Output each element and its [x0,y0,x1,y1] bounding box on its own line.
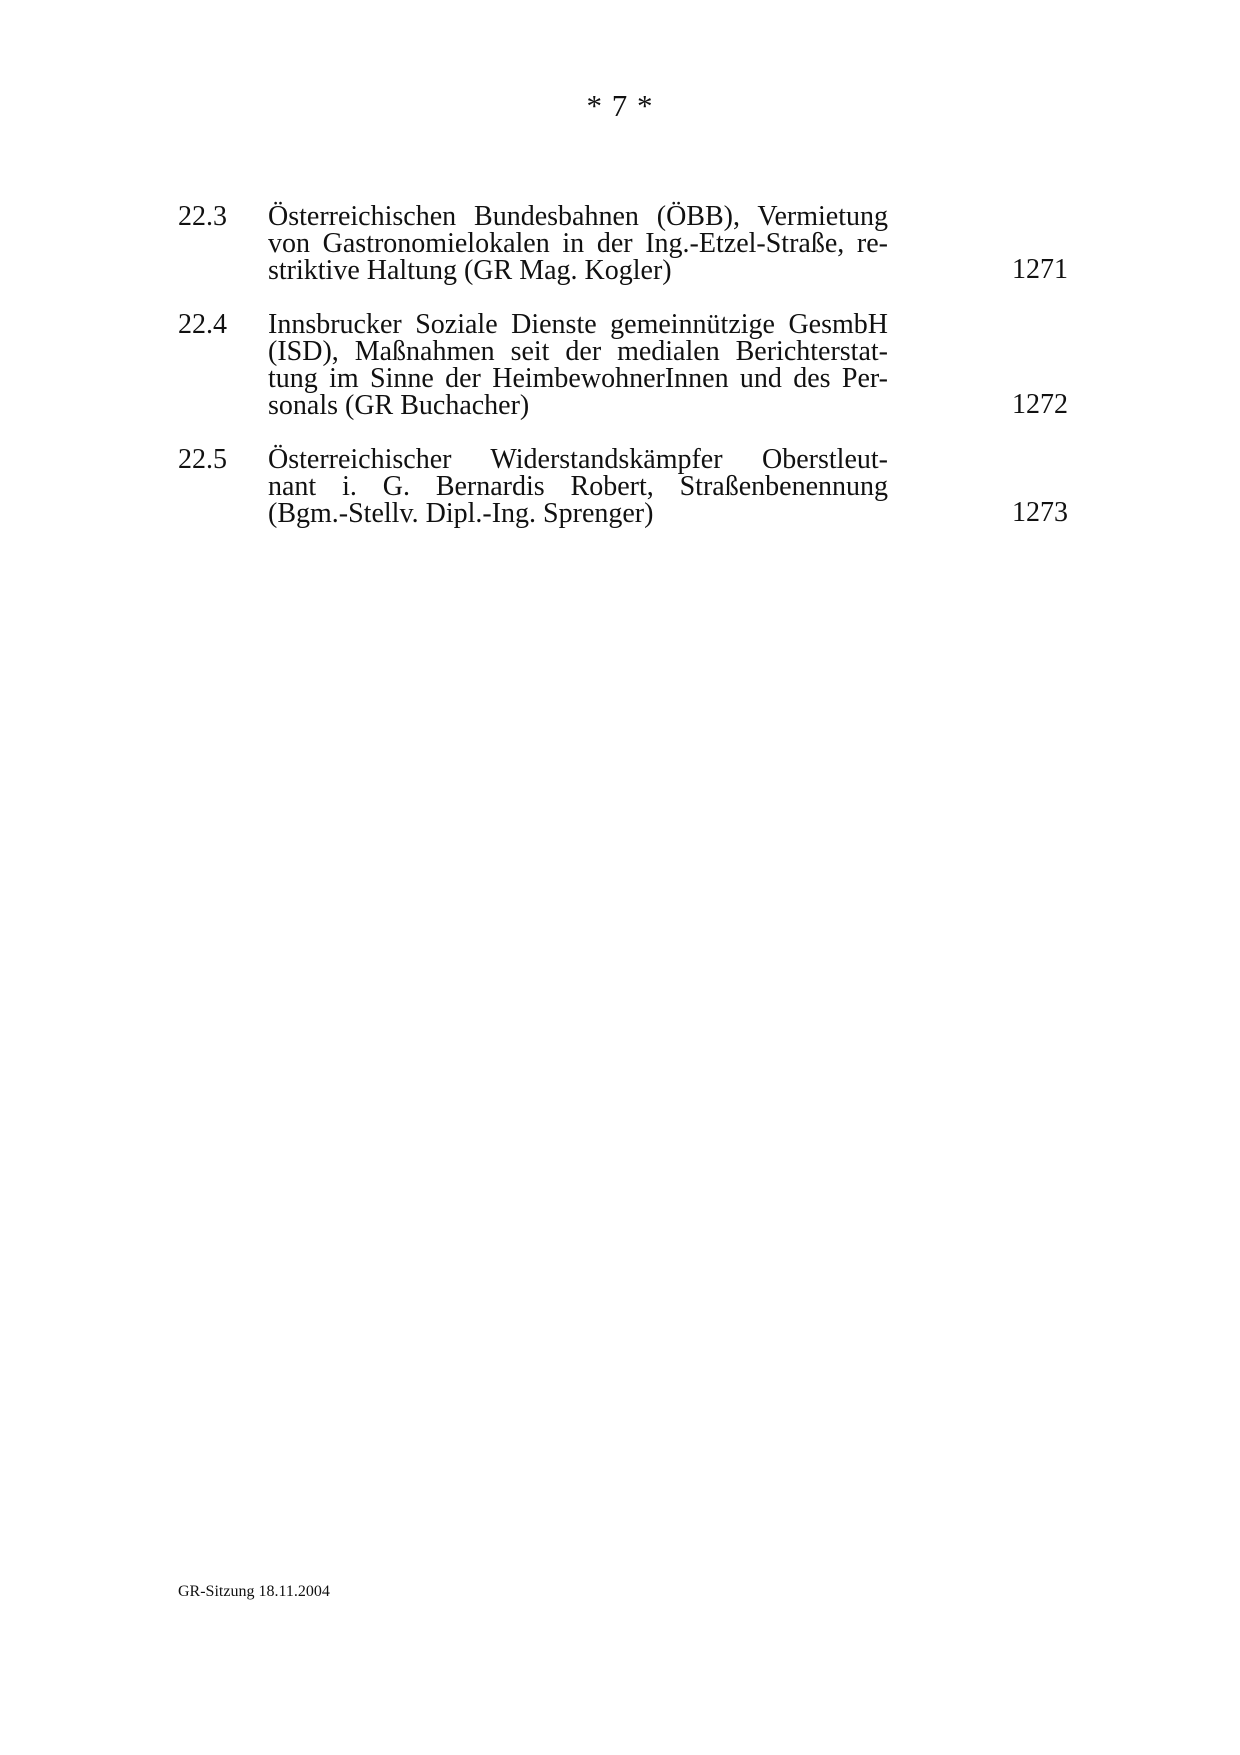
entry-page-number: 1272 [1012,389,1068,420]
entry-title [268,311,888,419]
table-of-contents [178,203,1068,554]
entry-title-line: von Gastronomielokalen in der Ing.-Etzel-Straße, re- [268,228,888,259]
entry-title-line: sonals (GR Buchacher) [268,390,530,421]
entry-title-line: Österreichischer Widerstandskämpfer Oberstleut- [268,444,888,475]
entry-page-number: 1271 [1012,254,1068,285]
toc-entry [178,446,1068,527]
footer-session-date: GR-Sitzung 18.11.2004 [178,1583,330,1600]
entry-title-line: striktive Haltung (GR Mag. Kogler) [268,255,672,286]
entry-title-line: (ISD), Maßnahmen seit der medialen Berichterstat- [268,336,888,367]
entry-number: 22.3 [178,201,227,232]
entry-title-line: nant i. G. Bernardis Robert, Straßenbenennung [268,471,888,502]
entry-title-line: (Bgm.-Stellv. Dipl.-Ing. Sprenger) [268,498,654,529]
entry-page-number: 1273 [1012,497,1068,528]
entry-title-line: Österreichischen Bundesbahnen (ÖBB), Vermietung [268,201,888,232]
toc-entry [178,311,1068,419]
entry-title [268,446,888,527]
entry-title-line: Innsbrucker Soziale Dienste gemeinnützige GesmbH [268,309,888,340]
entry-number: 22.4 [178,309,227,340]
page-number: * 7 * [586,88,654,123]
entry-title [268,203,888,284]
entry-title-line: tung im Sinne der HeimbewohnerInnen und des Per- [268,363,888,394]
toc-entry [178,203,1068,284]
entry-number: 22.5 [178,444,227,475]
